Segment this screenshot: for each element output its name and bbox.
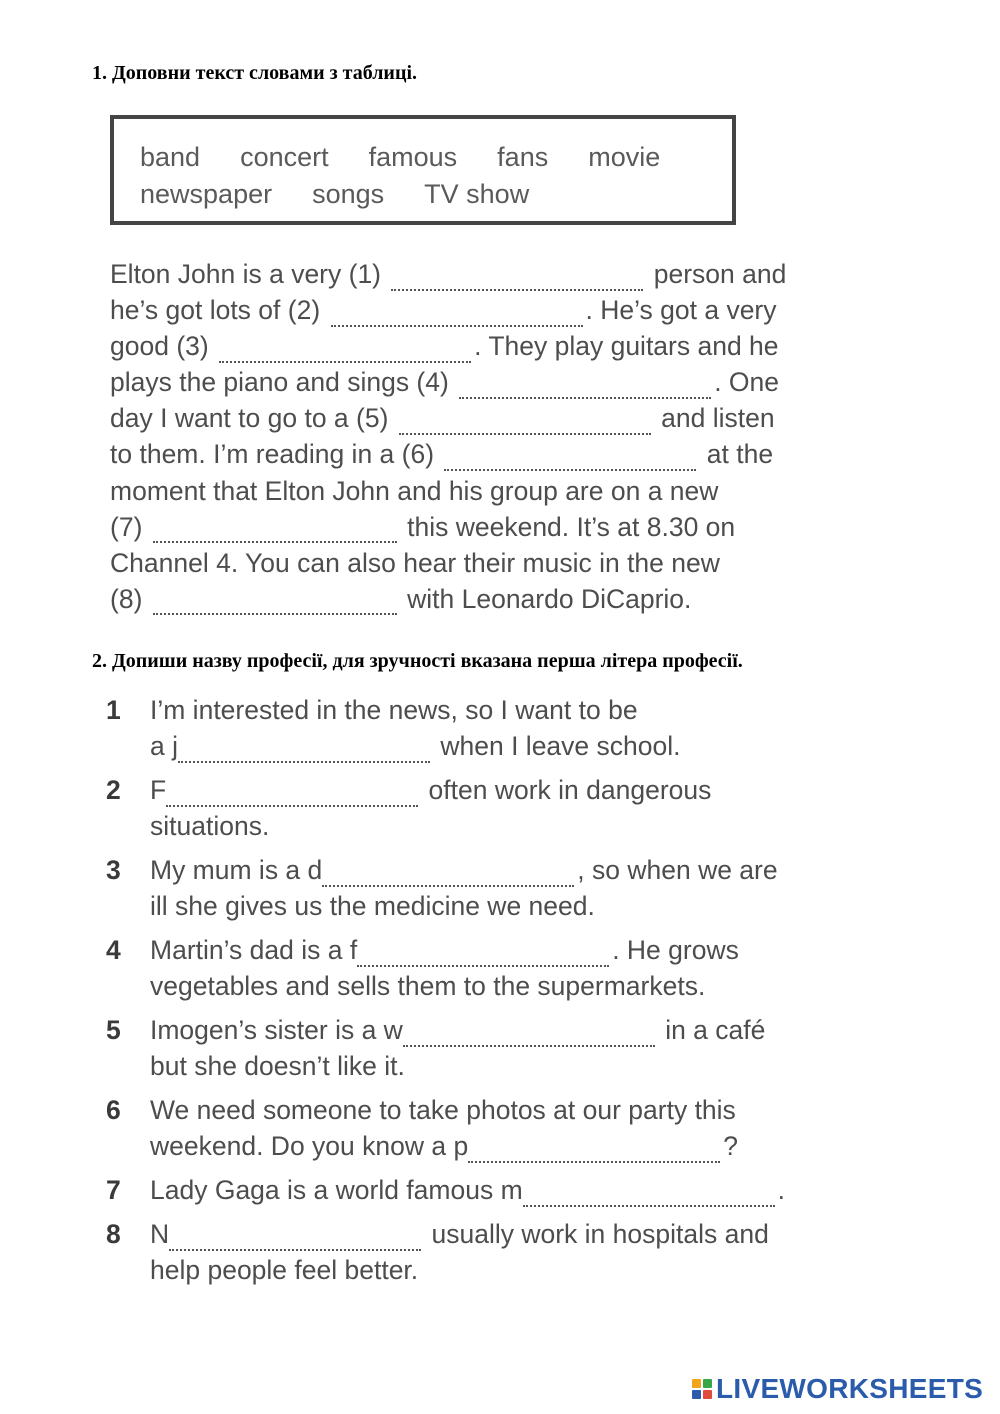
item-number: 1 [106, 695, 121, 725]
item-text: ? [723, 1131, 738, 1161]
item-text: but she doesn’t like it. [150, 1051, 405, 1081]
item-text: a j [150, 731, 178, 761]
word-fans: fans [497, 142, 549, 172]
answer-input-5[interactable] [399, 411, 651, 435]
passage-text: he’s got lots of (2) [110, 295, 328, 326]
passage-text: . One [714, 367, 780, 398]
liveworksheets-icon [692, 1379, 712, 1399]
profession-input-3[interactable] [322, 863, 574, 887]
list-item [106, 1216, 866, 1288]
item-number: 2 [106, 775, 121, 805]
item-text: My mum is a d [150, 855, 323, 885]
passage-text: to them. I’m reading in a (6) [110, 439, 442, 470]
item-number: 5 [106, 1015, 121, 1045]
brand-text: LIVEWORKSHEETS [716, 1373, 984, 1404]
passage-text: with Leonardo DiCaprio. [399, 583, 692, 614]
task-2-title: 2. Допиши назву професії, для зручності вказана перша літера професії. [92, 650, 743, 672]
passage-text: plays the piano and sings (4) [110, 367, 457, 398]
profession-input-5[interactable] [403, 1023, 655, 1047]
item-number: 6 [106, 1095, 121, 1125]
item-number: 3 [106, 855, 121, 885]
list-item [106, 692, 866, 764]
task-1-title: 1. Доповни текст словами з таблиці. [92, 62, 418, 84]
word-famous: famous [368, 142, 458, 172]
item-text: when I leave school. [433, 731, 681, 761]
profession-list [106, 692, 866, 1288]
passage-text: Channel 4. You can also hear their music in the new [110, 547, 720, 578]
answer-input-2[interactable] [331, 303, 583, 327]
passage-text: moment that Elton John and his group are on a new [110, 475, 719, 506]
profession-input-8[interactable] [169, 1227, 421, 1251]
passage-text: . They play guitars and he [474, 331, 779, 362]
item-text: N [150, 1219, 170, 1249]
list-item [106, 1092, 866, 1164]
item-text: , so when we are [577, 855, 778, 885]
list-item [106, 932, 866, 1004]
item-text: often work in dangerous [421, 775, 712, 805]
word-bank [110, 115, 736, 225]
item-number: 7 [106, 1175, 121, 1205]
passage-text: (7) [110, 511, 150, 542]
item-text: Imogen’s sister is a w [150, 1015, 403, 1045]
item-text: . He grows [612, 935, 739, 965]
word-songs: songs [312, 179, 385, 209]
word-concert: concert [240, 142, 329, 172]
profession-input-4[interactable] [357, 943, 609, 967]
item-text: ill she gives us the medicine we need. [150, 891, 595, 921]
answer-input-1[interactable] [391, 267, 643, 291]
passage-text: at the [699, 439, 774, 470]
list-item [106, 1012, 866, 1084]
word-tv-show: TV show [424, 179, 530, 209]
list-item [106, 1172, 866, 1208]
passage-text: and listen [653, 403, 775, 434]
passage-text: . He’s got a very [585, 295, 777, 326]
list-item [106, 772, 866, 844]
item-text: I’m interested in the news, so I want to be [150, 695, 638, 725]
passage-text: person and [646, 259, 787, 289]
passage-text: good (3) [110, 331, 217, 362]
item-text: help people feel better. [150, 1255, 419, 1285]
item-text: Martin’s dad is a f [150, 935, 358, 965]
profession-input-2[interactable] [166, 783, 418, 807]
word-band: band [140, 142, 201, 172]
item-text: usually work in hospitals and [424, 1219, 769, 1249]
item-text: in a café [657, 1015, 766, 1045]
item-text: vegetables and sells them to the supermarkets. [150, 971, 706, 1001]
item-text: . [777, 1175, 786, 1205]
passage-text: (8) [110, 583, 150, 614]
item-number: 8 [106, 1219, 121, 1249]
profession-input-1[interactable] [178, 739, 430, 763]
answer-input-3[interactable] [219, 339, 471, 363]
profession-input-6[interactable] [468, 1139, 720, 1163]
word-newspaper: newspaper [140, 179, 273, 209]
passage-text: day I want to go to a (5) [110, 403, 396, 434]
answer-input-8[interactable] [153, 591, 397, 615]
profession-input-7[interactable] [523, 1183, 775, 1207]
word-movie: movie [588, 142, 661, 172]
answer-input-6[interactable] [444, 447, 696, 471]
answer-input-7[interactable] [153, 519, 397, 543]
answer-input-4[interactable] [459, 375, 711, 399]
liveworksheets-logo [692, 1373, 983, 1405]
item-text: We need someone to take photos at our party this [150, 1095, 736, 1125]
item-text: situations. [150, 811, 270, 841]
passage-text: Elton John is a very (1) [110, 259, 389, 289]
list-item [106, 852, 866, 924]
item-number: 4 [106, 935, 121, 965]
item-text: Lady Gaga is a world famous m [150, 1175, 523, 1205]
item-text: weekend. Do you know a p [150, 1131, 469, 1161]
passage-text: this weekend. It’s at 8.30 on [399, 511, 736, 542]
passage [110, 256, 830, 617]
item-text: F [150, 775, 167, 805]
